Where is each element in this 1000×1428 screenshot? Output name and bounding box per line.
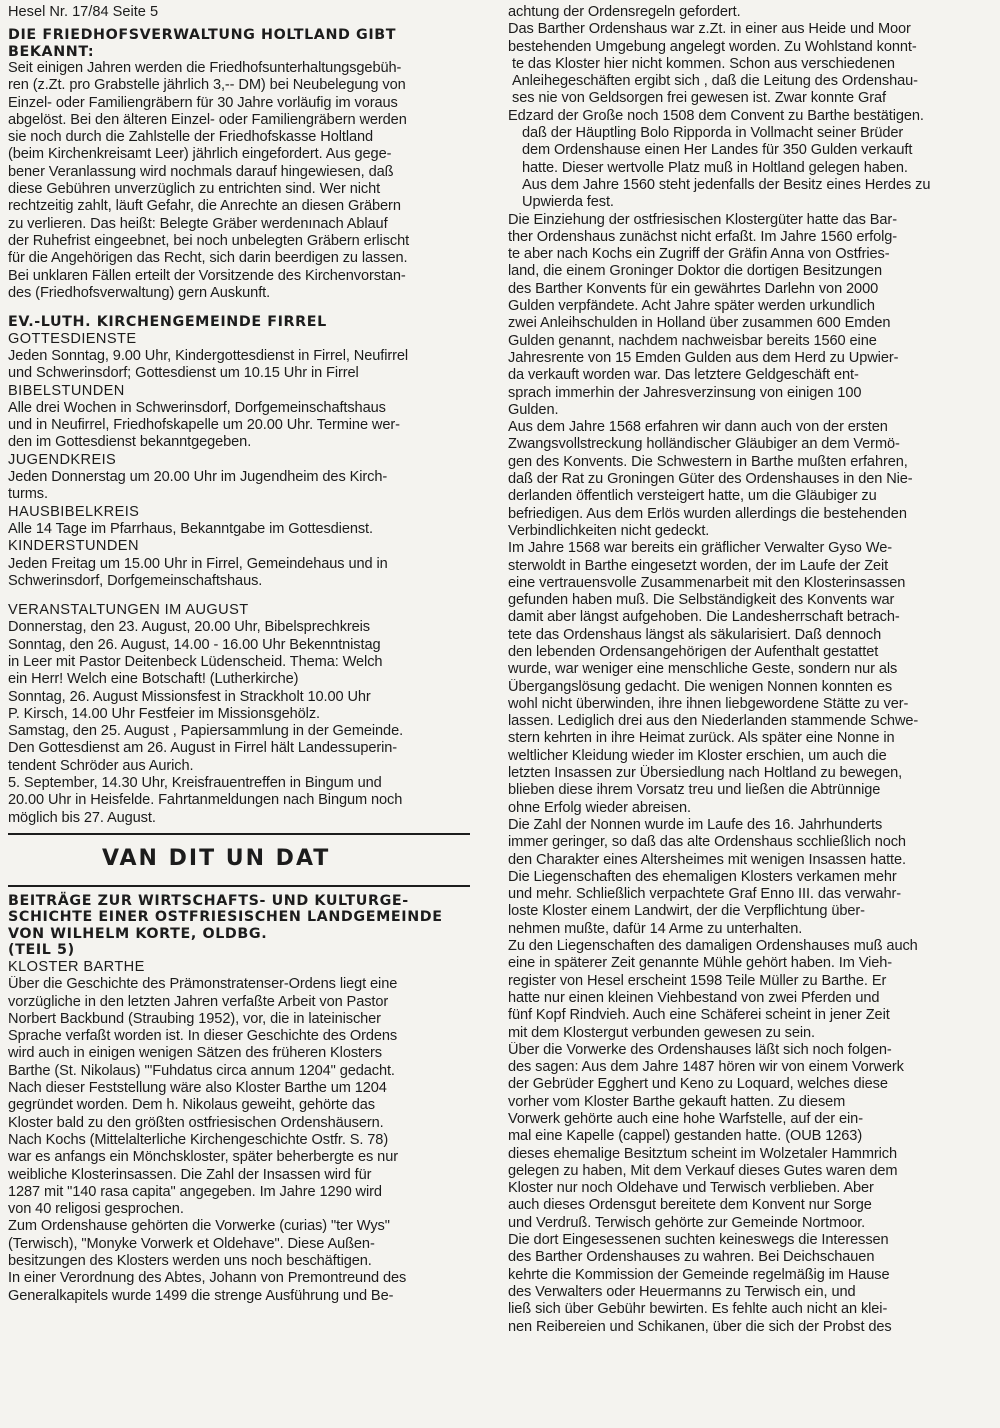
text-line: Donnerstag, den 23. August, 20.00 Uhr, Bibelsprechkreis (8, 619, 371, 636)
text-line: Verbindlichkeiten nicht gedeckt. (508, 522, 710, 539)
text-line: weltlicher Kleidung wieder im Kloster erschien, um auch die (508, 747, 887, 764)
text-line: letzten Insassen zur Übersiedlung nach Holtland zu bewegen, (508, 765, 903, 782)
text-line: (beim Kirchenkreisamt Leer) jährlich eingefordert. Aus gege- (8, 146, 392, 163)
text-line: ses nie von Geldsorgen frei gewesen ist. Zwar konnte Graf (512, 90, 886, 107)
text-line: da verkauft worden war. Das letztere Geldgeschäft ent- (508, 367, 859, 384)
text-line: tete das Ordenshaus längst als säkularisiert. Daß dennoch (508, 626, 882, 643)
text-line: für die Angehörigen das Recht, sich darin beerdigen zu lassen. (8, 250, 408, 267)
text-line: turms. (8, 486, 48, 503)
text-line: nen Reibereien und Schikanen, über die sich der Probst des (508, 1318, 892, 1335)
text-line: Das Barther Ordenshaus war z.Zt. in einer aus Heide und Moor (508, 21, 911, 38)
text-line: register von Hesel erscheint 1598 Teile Müller zu Barthe. Er (508, 972, 887, 989)
text-line: lassen. Lediglich drei aus den Niederlanden stammende Schwe- (508, 713, 919, 730)
text-line: war es anfangs ein Mönchskloster, später beherbergte es nur (8, 1149, 398, 1166)
text-line: und mehr. Schließlich verpachtete Graf Enno III. das verwahr- (508, 886, 901, 903)
text-line: Samstag, den 25. August , Papiersammlung in der Gemeinde. (8, 723, 404, 740)
text-line: Sonntag, den 26. August, 14.00 - 16.00 Uhr Bekenntnistag (8, 636, 381, 653)
text-line: ein Herr! Welch eine Botschaft! (Lutherkirche) (8, 671, 299, 688)
text-line: den lebenden Ordensangehörigen der Aufenthalt gestattet (508, 643, 879, 660)
text-line: Bei unklaren Fällen erteilt der Vorsitzende des Kirchenvorstan- (8, 267, 406, 284)
text-line: tendent Schröder aus Aurich. (8, 757, 194, 774)
text-line: Zu den Liegenschaften des damaligen Ordenshauses muß auch (508, 938, 918, 955)
beitraege-title-2: SCHICHTE EINER OSTFRIESISCHEN LANDGEMEINDE (8, 909, 443, 926)
text-line: te das Kloster hier nicht kommen. Schon aus verschiedenen (512, 55, 895, 72)
text-line: des (Friedhofsverwaltung) gern Auskunft. (8, 284, 271, 301)
service-heading: GOTTESDIENSTE (8, 330, 137, 347)
firrel-section (8, 314, 476, 590)
text-line: zwei Anleihschulden in Holland über zusammen 600 Emden (508, 315, 891, 332)
text-line: wohl nicht überwinden, ihre ihnen liebgewordene Stätte zu ver- (508, 695, 909, 712)
text-line: wurde, war weniger eine menschliche Geste, sondern nur als (508, 661, 898, 678)
text-line: ließ sich über Gebühr bewirten. Es fehlte auch nicht an klei- (508, 1301, 888, 1318)
service-heading: HAUSBIBELKREIS (8, 503, 140, 520)
text-line: dem Ordenshause einen Her Landes für 350 Gulden verkauft (522, 142, 913, 159)
text-line: vorzügliche in den letzten Jahren verfaßte Arbeit von Pastor (8, 993, 389, 1010)
text-line: blieben diese ihrem Vorsatz treu und ließen die Abtrünnige (508, 782, 881, 799)
text-line: Übergangslösung gedacht. Die wenigen Nonnen konnten es (508, 678, 893, 695)
text-line: dieses ehemalige Besitztum scheint im Wolzetaler Hammrich (508, 1145, 898, 1162)
text-line: ren (z.Zt. pro Grabstelle jährlich 3,-- DM) bei Neubelegung von (8, 77, 406, 94)
text-line: den im Gottesdienst bekanntgegeben. (8, 434, 252, 451)
text-line: Kloster nur noch Oldehave und Terwisch verblieben. Aber (508, 1180, 874, 1197)
text-line: zu verlieren. Das heißt: Belegte Gräber werdenınach Ablauf (8, 215, 388, 232)
text-line: ther Ordenshaus zunächst nicht erfaßt. Im Jahre 1560 erfolg- (508, 228, 898, 245)
text-line: Nach dieser Feststellung wäre also Kloster Barthe um 1204 (8, 1080, 387, 1097)
text-line: der Gebrüder Egghert und Keno zu Loquard, welches diese (508, 1076, 888, 1093)
text-line: gegründet worden. Dem h. Nikolaus geweiht, gehörte das (8, 1097, 375, 1114)
text-line: Im Jahre 1568 war bereits ein gräflicher Verwalter Gyso We- (508, 540, 892, 557)
text-line: 20.00 Uhr in Heisfelde. Fahrtanmeldungen nach Bingum noch (8, 792, 403, 809)
august-body (8, 619, 476, 827)
text-line: daß der Rat zu Groningen Güter des Ordenshauses in den Nie- (508, 471, 913, 488)
text-line: Vorwerk gehörte auch eine hohe Warfstelle, auf der ein- (508, 1111, 863, 1127)
text-line: kehrte die Kommission der Gemeinde regelmäßig im Hause (508, 1266, 890, 1283)
text-line: derlanden öffentlich versteigert hatte, um die Gläubiger zu (508, 488, 877, 505)
friedhof-title-2: BEKANNT: (8, 43, 95, 60)
text-line: möglich bis 27. August. (8, 809, 156, 826)
beitraege-title-3: VON WILHELM KORTE, OLDBG. (8, 925, 268, 942)
service-heading: KINDERSTUNDEN (8, 538, 139, 555)
text-line: auch dieses Ordensgut bereitete dem Konvent nur Sorge (508, 1197, 872, 1214)
service-heading: JUGENDKREIS (8, 451, 117, 468)
text-line: vorher vom Kloster Barthe gekauft hatten. Zu diesem (508, 1093, 846, 1110)
text-line: hatte. Dieser wertvolle Platz muß in Holtland gelegen haben. (522, 159, 908, 176)
right-column (508, 4, 988, 1336)
text-line: rechtzeitig zahlt, läuft Gefahr, die Anrechte an diesen Gräbern (8, 198, 401, 215)
text-line: 1287 mit "140 rasa capita" angegeben. Im Jahre 1290 wird (8, 1183, 382, 1200)
text-line: Jeden Donnerstag um 20.00 Uhr im Jugendheim des Kirch- (8, 469, 388, 486)
text-line: ohne Erfolg wieder abreisen. (508, 799, 691, 816)
text-line: eine in späterer Zeit genannte Mühle gehört haben. Im Vieh- (508, 955, 893, 972)
friedhof-section (8, 27, 476, 302)
text-line: fünf Kopf Rindvieh. Auch eine Schäferei scheint in jener Zeit (508, 1007, 890, 1024)
text-line: in Leer mit Pastor Deitenbeck Lüdenscheid. Thema: Welch (8, 654, 383, 670)
beitraege-title-4: (TEIL 5) (8, 942, 75, 959)
text-line: Alle 14 Tage im Pfarrhaus, Bekanntgabe im Gottesdienst. (8, 520, 373, 537)
text-line: In einer Verordnung des Abtes, Johann von Premontreund des (8, 1270, 407, 1287)
text-line: Jeden Sonntag, 9.00 Uhr, Kindergottesdienst in Firrel, Neufirrel (8, 347, 409, 364)
text-line: gelegen zu haben, Mit dem Verkauf dieses Gutes waren dem (508, 1162, 898, 1179)
right-column-body (508, 4, 988, 1336)
august-heading: VERANSTALTUNGEN IM AUGUST (8, 602, 249, 619)
text-line: weibliche Klosterinsassen. Die Zahl der Insassen wird für (8, 1166, 372, 1183)
text-line: Schwerinsdorf, Dorfgemeinschaftshaus. (8, 572, 263, 589)
text-line: sprach immerhin der Jahresverzinsung von einigen 100 (508, 384, 862, 401)
text-line: loste Kloster einem Landwirt, der die Verpflichtung über- (508, 903, 865, 920)
text-line: Die Liegenschaften des ehemaligen Klosters verkamen mehr (508, 868, 897, 885)
text-line: mal eine Kapelle (cappel) gestanden hatte. (OUB 1263) (508, 1128, 863, 1145)
text-line: besitzungen des Klosters werden uns noch beschäftigen. (8, 1253, 372, 1270)
text-line: bener Veranlassung wird nochmals darauf hingewiesen, daß (8, 163, 394, 180)
text-line: Gulden genannt, nachdem nachweisbar bereits 1560 eine (508, 332, 877, 349)
august-section (8, 602, 476, 827)
text-line: Alle drei Wochen in Schwerinsdorf, Dorfgemeinschaftshaus (8, 399, 386, 416)
text-line: hatte nur einen kleinen Viehbestand von zwei Pferden und (508, 989, 880, 1006)
text-line: (Terwisch), "Monyke Vorwerk et Oldehave". Diese Außen- (8, 1235, 375, 1252)
kloster-heading: KLOSTER BARTHE (8, 958, 145, 975)
text-line: des Barther Ordenshauses zu wahren. Bei Deichschauen (508, 1249, 875, 1266)
text-line: gen des Konvents. Die Schwestern in Barthe mußten erfahren, (508, 453, 908, 470)
left-column (8, 4, 476, 1305)
text-line: abgelöst. Bei den älteren Einzel- oder Familiengräbern werden (8, 111, 407, 128)
text-line: P. Kirsch, 14.00 Uhr Festfeier im Missionsgehölz. (8, 705, 320, 722)
text-line: Kloster bald zu den größten ostfriesischen Ordenshäusern. (8, 1114, 384, 1131)
friedhof-title-1: DIE FRIEDHOFSVERWALTUNG HOLTLAND GIBT (8, 27, 397, 43)
text-line: Den Gottesdienst am 26. August in Firrel hält Landessuperin- (8, 740, 398, 757)
beitraege-title-1: BEITRÄGE ZUR WIRTSCHAFTS- UND KULTURGE- (8, 892, 409, 909)
text-line: Zwangsvollstreckung holländischer Gläubiger an dem Vermö- (508, 436, 900, 453)
text-line: wird auch in einigen wenigen Sätzen des früheren Klosters (8, 1045, 382, 1062)
text-line: Anleihegeschäften ergibt sich , daß die Leitung des Ordenshau- (512, 73, 918, 90)
beitraege-section (8, 893, 476, 1305)
text-line: Norbert Backbund (Straubing 1952), vor, die in lateinischer (8, 1010, 381, 1027)
text-line: Jeden Freitag um 15.00 Uhr in Firrel, Gemeindehaus und in (8, 555, 388, 572)
text-line: Sprache verfaßt worden ist. In dieser Geschichte des Ordens (8, 1028, 398, 1045)
van-dit-title: VAN DIT UN DAT (102, 845, 331, 871)
text-line: und Verdruß. Terwisch gehörte zur Gemeinde Nortmoor. (508, 1214, 866, 1231)
text-line: Einzel- oder Familiengräbern für 30 Jahre vorläufig im voraus (8, 94, 398, 111)
text-line: Die Zahl der Nonnen wurde im Laufe des 16. Jahrhunderts (508, 816, 883, 833)
text-line: achtung der Ordensregeln gefordert. (508, 4, 741, 20)
text-line: stern kehrten in ihre Heimat zurück. Als später eine Nonne in (508, 730, 895, 747)
text-line: der Ruhefrist eingeebnet, bei noch unbelegten Gräbern erlischt (8, 232, 410, 249)
text-line: Barthe (St. Nikolaus) "'Fuhdatus circa annum 1204" gedacht. (8, 1062, 395, 1079)
page-header: Hesel Nr. 17/84 Seite 5 (8, 4, 159, 20)
text-line: eine vertrauensvolle Zusammenarbeit mit den Klosterinsassen (508, 574, 906, 591)
text-line: Gulden verpfändete. Acht Jahre später werden urkundlich (508, 298, 875, 315)
text-line: Aus dem Jahre 1568 erfahren wir dann auch von der ersten (508, 419, 888, 436)
text-line: Edzard der Große noch 1508 dem Convent zu Barthe bestätigen. (508, 107, 924, 124)
text-line: bestehenden Umgebung angelegt worden. Zu Wohlstand konnt- (508, 38, 917, 55)
text-line: Jahresrente von 15 Emden Gulden aus dem Herd zu Upwier- (508, 349, 899, 366)
text-line: immer geringer, so daß das alte Ordenshaus scchließlich noch (508, 834, 906, 851)
text-line: und in Neufirrel, Friedhofskapelle um 20.00 Uhr. Termine wer- (8, 417, 400, 434)
text-line: te aber nach Kochs ein Zugriff der Gräfin Anna von Ostfries- (508, 246, 890, 263)
text-line: des sagen: Aus dem Jahre 1487 hören wir von einem Vorwerk (508, 1059, 904, 1076)
text-line: Zum Ordenshause gehörten die Vorwerke (curias) "ter Wys" (8, 1218, 390, 1235)
text-line: Die dort Eingesessenen suchten keineswegs die Interessen (508, 1232, 889, 1249)
text-line: Über die Geschichte des Prämonstratenser-Ordens liegt eine (8, 976, 398, 993)
text-line: diese Gebühren unverzüglich zu entrichten sind. Wer nicht (8, 181, 381, 198)
text-line: gefunden haben muß. Die Selbständigkeit des Konvents war (508, 592, 895, 609)
text-line: Seit einigen Jahren werden die Friedhofsunterhaltungsgebüh- (8, 60, 402, 76)
text-line: Nach Kochs (Mittelalterliche Kirchengeschichte Ostfr. S. 78) (8, 1131, 389, 1148)
firrel-title: EV.-LUTH. KIRCHENGEMEINDE FIRREL (8, 314, 327, 331)
text-line: befriedigen. Aus dem Erlös wurden allerdings die bestehenden (508, 505, 907, 522)
beitraege-body (8, 976, 476, 1305)
text-line: Sonntag, 26. August Missionsfest in Strackholt 10.00 Uhr (8, 688, 371, 705)
text-line: 5. September, 14.30 Uhr, Kreisfrauentreffen in Bingum und (8, 775, 382, 792)
text-line: Generalkapitels wurde 1499 die strenge Ausführung und Be- (8, 1287, 394, 1304)
text-line: Aus dem Jahre 1560 steht jedenfalls der Besitz eines Herdes zu (522, 176, 931, 193)
text-line: Die Einziehung der ostfriesischen Klostergüter hatte das Bar- (508, 211, 897, 228)
text-line: und Schwerinsdorf; Gottesdienst um 10.15 Uhr in Firrel (8, 365, 359, 382)
firrel-body (8, 331, 476, 590)
text-line: sie noch durch die Zahlstelle der Friedhofskasse Holtland (8, 129, 374, 146)
text-line: daß der Häuptling Bolo Ripporda in Vollmacht seiner Brüder (522, 125, 904, 142)
text-line: Gulden. (508, 401, 559, 418)
service-heading: BIBELSTUNDEN (8, 382, 125, 399)
text-line: des Barther Konvents für ein gewährtes Darlehn von 2000 (508, 280, 879, 297)
text-line: damit aber längst aufgehoben. Die Landesherrschaft betrach- (508, 609, 900, 626)
text-line: nehmen mußte, dafür 14 Arme zu unterhalten. (508, 920, 803, 937)
friedhof-body (8, 60, 476, 302)
text-line: von 40 religosi gesprochen. (8, 1201, 184, 1218)
text-line: sterwoldt in Barthe eingesetzt worden, der im Laufe der Zeit (508, 557, 889, 574)
text-line: des Verwalters oder Heuermanns zu Terwisch ein, und (508, 1283, 856, 1300)
text-line: Upwierda fest. (522, 194, 614, 211)
text-line: mit dem Klostergut verbunden gewesen zu sein. (508, 1024, 816, 1041)
text-line: land, die einem Groninger Doktor die dortigen Besitzungen (508, 263, 882, 280)
text-line: den Charakter eines Altersheimes mit wenigen Insassen hatte. (508, 851, 906, 868)
text-line: Über die Vorwerke des Ordenshauses läßt sich noch folgen- (508, 1041, 892, 1058)
